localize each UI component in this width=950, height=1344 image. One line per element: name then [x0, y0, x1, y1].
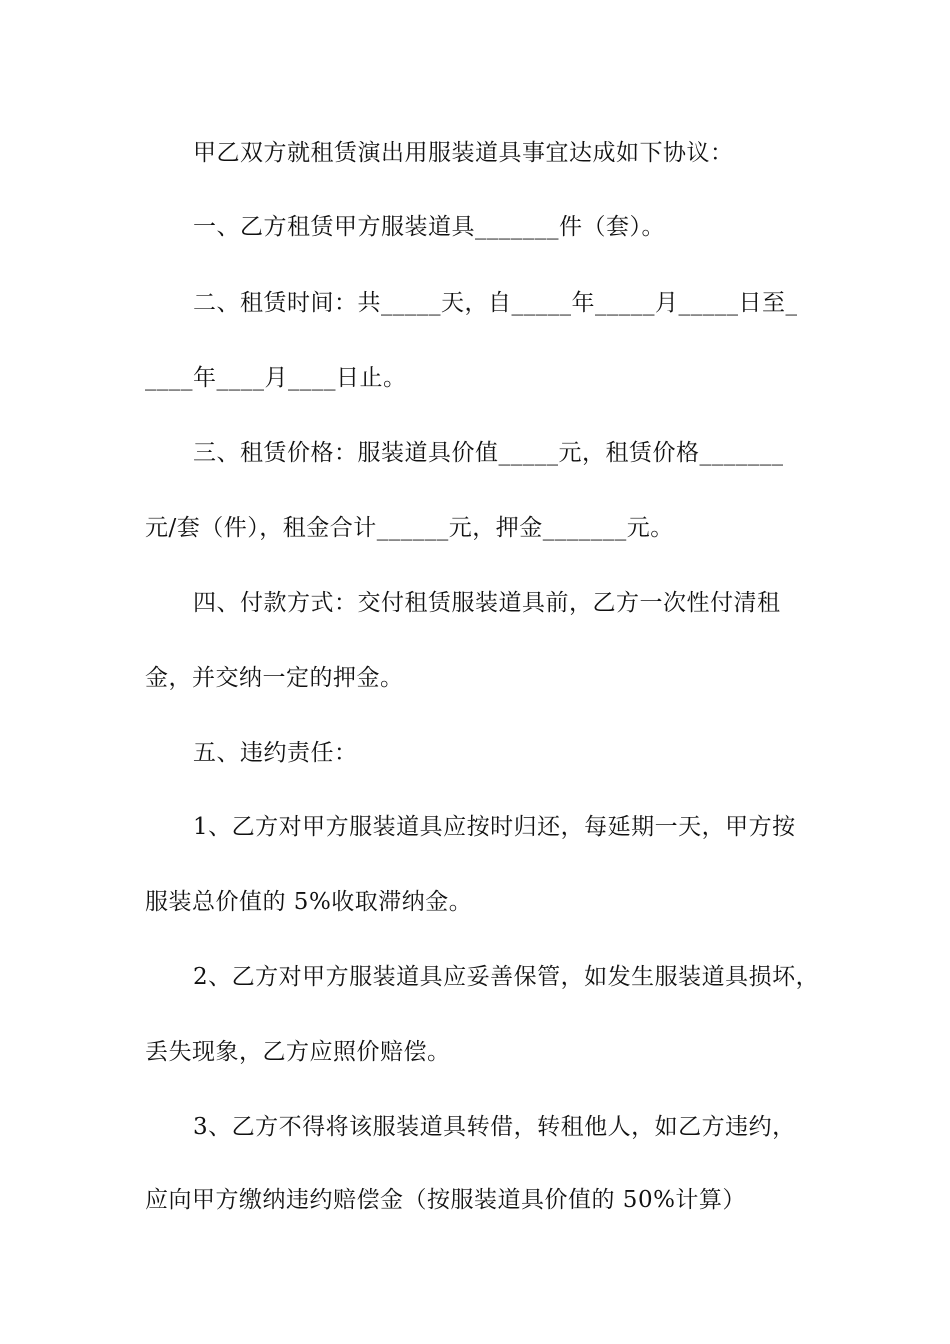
clause-2-period-line-1: 二、租赁时间：共_____天，自_____年_____月_____日至_ — [193, 290, 798, 316]
clause-5-heading: 五、违约责任： — [193, 740, 358, 766]
clause-4-payment-line-1: 四、付款方式：交付租赁服装道具前，乙方一次性付清租 — [193, 590, 781, 616]
clause-5-item-2-line-2: 丢失现象，乙方应照价赔偿。 — [145, 1039, 451, 1065]
clause-5-item-1-line-2: 服装总价值的 5%收取滞纳金。 — [145, 889, 473, 915]
clause-5-item-1-line-1: 1、乙方对甲方服装道具应按时归还，每延期一天，甲方按 — [193, 814, 796, 840]
clause-5-item-3-line-1: 3、乙方不得将该服装道具转借，转租他人，如乙方违约， — [193, 1114, 796, 1140]
clause-5-item-3-line-2: 应向甲方缴纳违约赔偿金（按服装道具价值的 50%计算） — [145, 1187, 746, 1213]
clause-1-quantity: 一、乙方租赁甲方服装道具_______件（套）。 — [193, 214, 665, 240]
clause-2-period-line-2: ____年____月____日止。 — [145, 365, 407, 391]
clause-3-price-line-1: 三、租赁价格：服装道具价值_____元，租赁价格_______ — [193, 440, 784, 466]
clause-5-item-2-line-1: 2、乙方对甲方服装道具应妥善保管，如发生服装道具损坏， — [193, 964, 820, 990]
agreement-intro: 甲乙双方就租赁演出用服装道具事宜达成如下协议： — [193, 140, 734, 166]
clause-4-payment-line-2: 金，并交纳一定的押金。 — [145, 665, 404, 691]
clause-3-price-line-2: 元/套（件），租金合计______元，押金_______元。 — [145, 515, 674, 541]
